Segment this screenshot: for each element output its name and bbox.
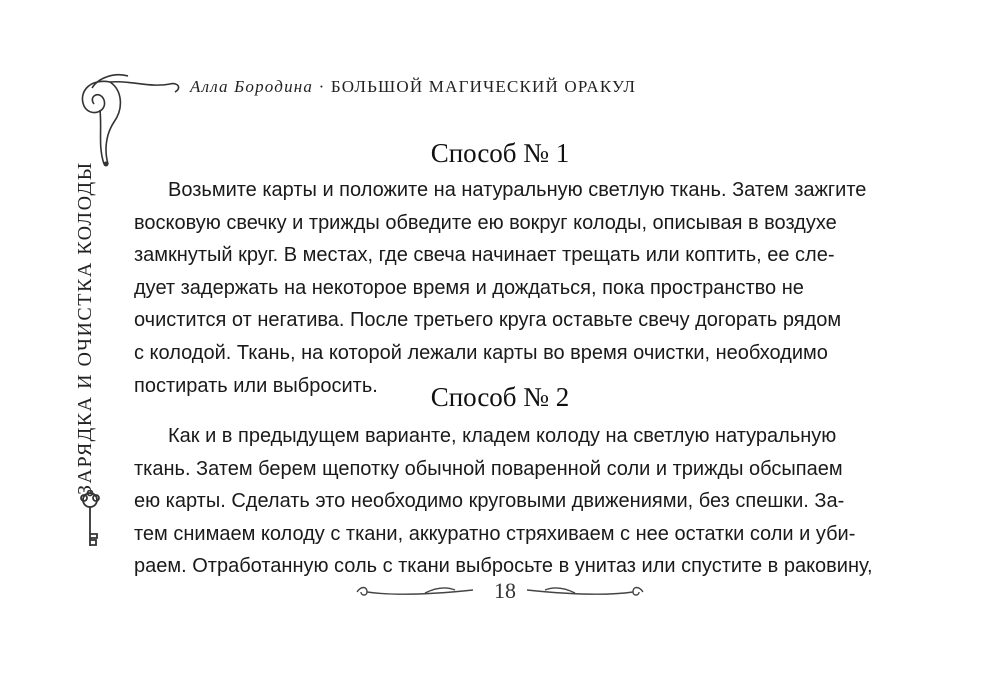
page-number: 18: [494, 578, 516, 603]
text-line: постирать или выбросить.: [134, 374, 378, 397]
text-line: ею карты. Сделать это необходимо круговыми движениями, без спешки. За-: [134, 490, 845, 513]
section-heading-2: Способ № 2: [430, 382, 570, 412]
text-line: тем снимаем колоду с ткани, аккуратно стряхиваем с нее остатки соли и уби-: [134, 522, 856, 545]
text-line: Возьмите карты и положите на натуральную светлую ткань. Затем зажгите: [168, 179, 867, 201]
side-title-text: ЗАРЯДКА И ОЧИСТКА КОЛОДЫ: [74, 161, 96, 495]
text-line: Как и в предыдущем варианте, кладем колоду на светлую натуральную: [168, 425, 837, 447]
text-line: дует задержать на некоторое время и дождаться, пока пространство не: [134, 276, 804, 299]
book-title: БОЛЬШОЙ МАГИЧЕСКИЙ ОРАКУЛ: [330, 77, 637, 96]
flourish-left-icon: [355, 580, 475, 609]
section-paragraph-2: [134, 420, 873, 583]
side-title: [64, 161, 108, 495]
flourish-right-icon: [525, 580, 645, 609]
text-line: очистится от негатива. После третьего круга оставьте свечу догорать рядом: [134, 309, 842, 332]
text-line: ткань. Затем берем щепотку обычной поваренной соли и трижды обсыпаем: [134, 457, 843, 480]
section-paragraph-1: [134, 174, 867, 402]
text-line: замкнутый круг. В местах, где свеча начинает трещать или коптить, ее сле-: [134, 244, 835, 267]
text-line: раем. Отработанную соль с ткани выбросьте в унитаз или спустите в раковину,: [134, 555, 873, 578]
running-head: [190, 77, 636, 97]
author-name: Алла Бородина: [190, 77, 314, 96]
text-line: с колодой. Ткань, на которой лежали карты во время очистки, необходимо: [134, 341, 828, 364]
section-heading-1: Способ № 1: [430, 138, 570, 168]
text-line: восковую свечку и трижды обведите ею вокруг колоды, описывая в воздухе: [134, 211, 837, 234]
key-icon: [76, 490, 104, 555]
header-separator: ·: [318, 77, 326, 96]
